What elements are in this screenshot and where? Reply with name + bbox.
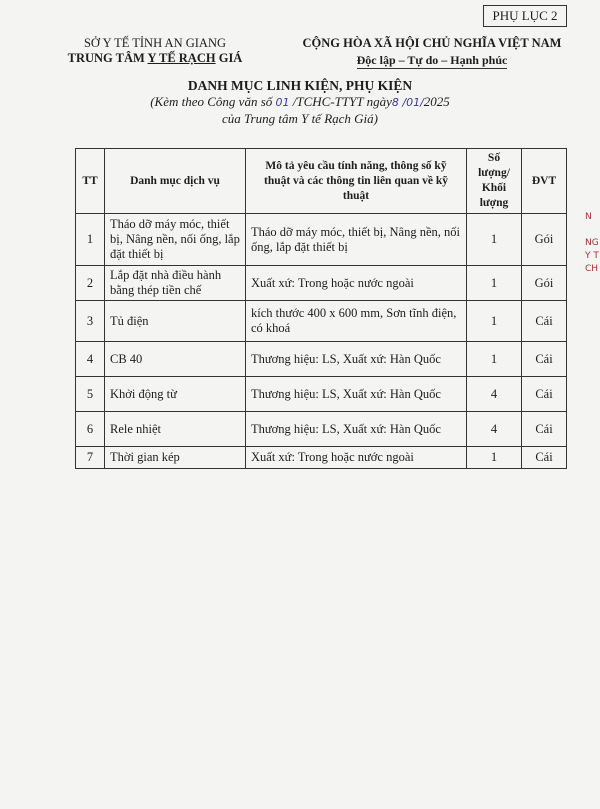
cell-description: Xuất xứ: Trong hoặc nước ngoài xyxy=(246,266,467,301)
table-row xyxy=(76,266,567,301)
table-row xyxy=(76,342,567,377)
header-unit: ĐVT xyxy=(522,149,567,214)
cell-unit: Cái xyxy=(522,301,567,342)
cell-tt: 6 xyxy=(76,412,105,447)
subtitle-part-2: /TCHC-TTYT ngày xyxy=(292,94,392,109)
cell-quantity: 1 xyxy=(467,447,522,469)
national-header xyxy=(282,36,582,69)
table-header-row xyxy=(76,149,567,214)
cell-description: Thương hiệu: LS, Xuất xứ: Hàn Quốc xyxy=(246,377,467,412)
cell-unit: Gói xyxy=(522,266,567,301)
subtitle-part-3: 2025 xyxy=(423,94,450,109)
cell-description: Xuất xứ: Trong hoặc nước ngoài xyxy=(246,447,467,469)
document-subtitle xyxy=(0,94,600,127)
cell-name: Tủ điện xyxy=(105,301,246,342)
document-title: DANH MỤC LINH KIỆN, PHỤ KIỆN xyxy=(187,78,413,93)
edge-fragment: NG xyxy=(585,238,599,248)
republic-name: CỘNG HÒA XÃ HỘI CHỦ NGHĨA VIỆT NAM xyxy=(302,36,562,50)
center-name-prefix: TRUNG TÂM xyxy=(67,51,148,65)
cell-name: Khởi động từ xyxy=(105,377,246,412)
cell-quantity: 4 xyxy=(467,377,522,412)
handwritten-number: 01 xyxy=(275,96,290,109)
cell-quantity: 4 xyxy=(467,412,522,447)
table-row xyxy=(76,214,567,266)
cell-tt: 4 xyxy=(76,342,105,377)
header-description: Mô tả yêu cầu tính năng, thông số kỹ thuật và các thông tin liên quan về kỹ thuật xyxy=(246,149,467,214)
table-row xyxy=(76,301,567,342)
subtitle-line-1 xyxy=(0,94,600,111)
cell-name: Thời gian kép xyxy=(105,447,246,469)
items-table xyxy=(75,148,567,469)
header-quantity: Số lượng/ Khối lượng xyxy=(467,149,522,214)
cell-description: Tháo dỡ máy móc, thiết bị, Nâng nền, nối ống, lắp đặt thiết bị xyxy=(246,214,467,266)
cell-name: Lắp đặt nhà điều hành bằng thép tiền chế xyxy=(105,266,246,301)
cell-quantity: 1 xyxy=(467,214,522,266)
cell-quantity: 1 xyxy=(467,342,522,377)
cell-tt: 3 xyxy=(76,301,105,342)
cell-quantity: 1 xyxy=(467,266,522,301)
issuing-organization xyxy=(55,36,255,66)
cell-tt: 5 xyxy=(76,377,105,412)
cell-unit: Cái xyxy=(522,447,567,469)
cell-name: Rele nhiệt xyxy=(105,412,246,447)
cell-description: kích thước 400 x 600 mm, Sơn tĩnh điện, có khoá xyxy=(246,301,467,342)
table-row xyxy=(76,447,567,469)
edge-fragment: CH xyxy=(585,264,599,274)
cell-tt: 1 xyxy=(76,214,105,266)
handwritten-date: 8 /01/ xyxy=(391,96,424,109)
cell-name: CB 40 xyxy=(105,342,246,377)
appendix-label: PHỤ LỤC 2 xyxy=(483,5,567,27)
edge-fragment: Y T xyxy=(585,251,599,261)
table-row xyxy=(76,412,567,447)
cell-description: Thương hiệu: LS, Xuất xứ: Hàn Quốc xyxy=(246,342,467,377)
header-name: Danh mục dịch vụ xyxy=(105,149,246,214)
table-row xyxy=(76,377,567,412)
national-motto: Độc lập – Tự do – Hạnh phúc xyxy=(356,53,508,67)
cell-name: Tháo dỡ máy móc, thiết bị, Nâng nền, nối ống, lắp đặt thiết bị xyxy=(105,214,246,266)
cell-tt: 7 xyxy=(76,447,105,469)
cell-tt: 2 xyxy=(76,266,105,301)
subtitle-line-2: của Trung tâm Y tế Rạch Giá) xyxy=(222,111,378,126)
edge-fragment: N xyxy=(585,212,592,222)
cell-unit: Cái xyxy=(522,342,567,377)
subtitle-part-1: (Kèm theo Công văn số xyxy=(150,94,273,109)
cell-unit: Cái xyxy=(522,377,567,412)
department-name: SỞ Y TẾ TỈNH AN GIANG xyxy=(83,36,226,50)
cell-unit: Cái xyxy=(522,412,567,447)
cell-quantity: 1 xyxy=(467,301,522,342)
header-tt: TT xyxy=(76,149,105,214)
center-name-suffix: GIÁ xyxy=(215,51,243,65)
cell-description: Thương hiệu: LS, Xuất xứ: Hàn Quốc xyxy=(246,412,467,447)
center-name xyxy=(55,51,255,66)
cell-unit: Gói xyxy=(522,214,567,266)
center-name-underlined: Y TẾ RẠCH xyxy=(147,51,216,65)
